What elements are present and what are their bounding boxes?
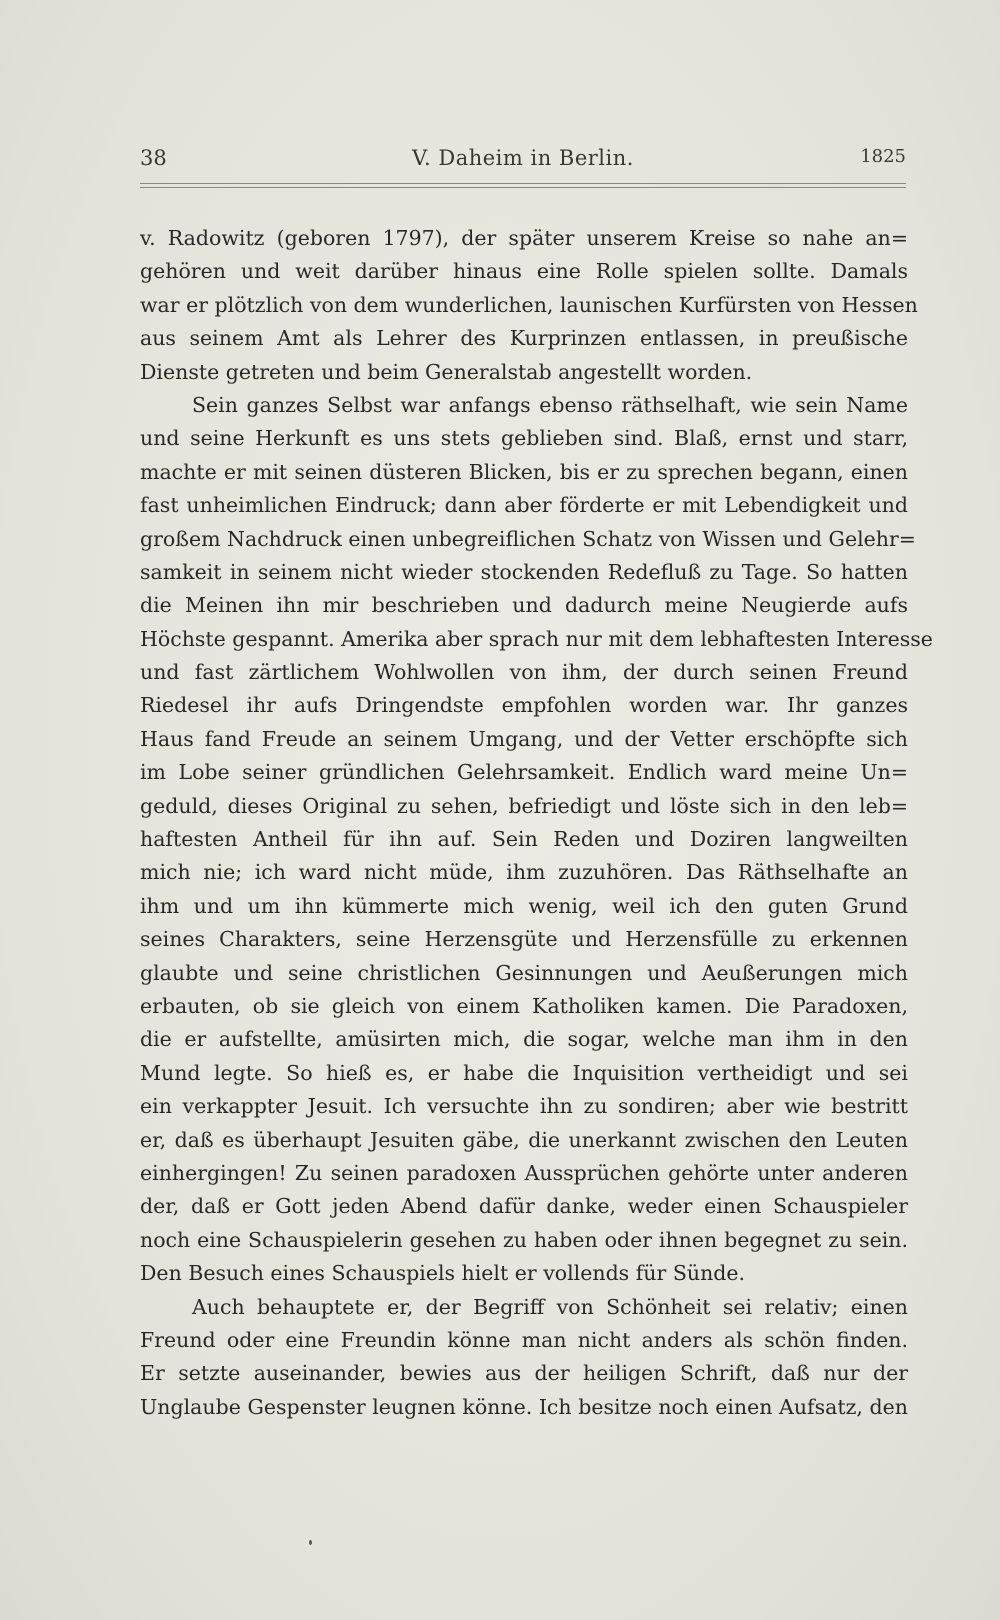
text-line: noch eine Schauspielerin gesehen zu haben oder ihnen begegnet zu sein. [140,1227,908,1252]
running-head [140,146,906,180]
print-speck [309,1540,312,1545]
text-line: Unglaube Gespenster leugnen könne. Ich besitze noch einen Aufsatz, den [140,1394,908,1419]
text-line: die Meinen ihn mir beschrieben und dadurch meine Neugierde aufs [140,593,908,618]
text-line: Höchste gespannt. Amerika aber sprach nur mit dem lebhaftesten Interesse [140,626,933,651]
text-line: aus seinem Amt als Lehrer des Kurprinzen entlassen, in preußische [140,326,908,351]
text-line: und fast zärtlichem Wohlwollen von ihm, der durch seinen Freund [140,660,908,685]
body-text [140,222,933,1424]
text-line: mich nie; ich ward nicht müde, ihm zuzuhören. Das Räthselhafte an [140,860,908,885]
text-line: großem Nachdruck einen unbegreiflichen Schatz von Wissen und Gelehr= [140,526,916,551]
text-line: Er setzte auseinander, bewies aus der heiligen Schrift, daß nur der [140,1361,908,1386]
text-line: die er aufstellte, amüsirten mich, die sogar, welche man ihm in den [140,1027,908,1052]
text-line: Den Besuch eines Schauspiels hielt er vollends für Sünde. [140,1261,746,1286]
text-line: gehören und weit darüber hinaus eine Rolle spielen sollte. Damals [140,259,908,284]
text-line: Dienste getreten und beim Generalstab angestellt worden. [140,359,753,384]
text-line: fast unheimlichen Eindruck; dann aber förderte er mit Lebendigkeit und [140,493,908,518]
text-line: er, daß es überhaupt Jesuiten gäbe, die unerkannt zwischen den Leuten [140,1127,908,1152]
text-line: Riedesel ihr aufs Dringendste empfohlen worden war. Ihr ganzes [140,693,908,718]
text-line: erbauten, ob sie gleich von einem Katholiken kamen. Die Paradoxen, [140,993,908,1018]
text-line: war er plötzlich von dem wunderlichen, launischen Kurfürsten von Hessen [140,292,918,317]
text-line: glaubte und seine christlichen Gesinnungen und Aeußerungen mich [140,960,908,985]
text-line: Haus fand Freude an seinem Umgang, und der Vetter erschöpfte sich [140,726,908,751]
text-line: der, daß er Gott jeden Abend dafür danke, weder einen Schauspieler [140,1194,908,1219]
page-number: 38 [140,146,167,170]
text-line: im Lobe seiner gründlichen Gelehrsamkeit. Endlich ward meine Un= [140,760,908,785]
text-line: Freund oder eine Freundin könne man nicht anders als schön finden. [140,1327,908,1352]
text-line: ein verkappter Jesuit. Ich versuchte ihn zu sondiren; aber wie bestritt [140,1094,908,1119]
text-line: ihm und um ihn kümmerte mich wenig, weil ich den guten Grund [140,893,908,918]
header-rule-top [140,183,906,184]
header-rule-bottom [140,187,906,188]
text-line: haftesten Antheil für ihn auf. Sein Reden und Doziren langweilten [140,827,908,852]
text-line: und seine Herkunft es uns stets geblieben sind. Blaß, ernst und starr, [140,426,908,451]
text-line: machte er mit seinen düsteren Blicken, bis er zu sprechen begann, einen [140,459,908,484]
text-line: Sein ganzes Selbst war anfangs ebenso räthselhaft, wie sein Name [192,392,908,417]
text-line: geduld, dieses Original zu sehen, befriedigt und löste sich in den leb= [140,793,908,818]
text-line: seines Charakters, seine Herzensgüte und Herzensfülle zu erkennen [140,927,908,952]
text-line: samkeit in seinem nicht wieder stockenden Redefluß zu Tage. So hatten [140,559,908,584]
text-line: Mund legte. So hieß es, er habe die Inquisition vertheidigt und sei [140,1060,908,1085]
text-line: einhergingen! Zu seinen paradoxen Aussprüchen gehörte unter anderen [140,1160,908,1185]
text-line: Auch behauptete er, der Begriff von Schönheit sei relativ; einen [192,1294,908,1319]
running-title: V. Daheim in Berlin. [412,146,634,170]
running-year: 1825 [860,146,906,167]
text-line: v. Radowitz (geboren 1797), der später unserem Kreise so nahe an= [140,226,908,250]
